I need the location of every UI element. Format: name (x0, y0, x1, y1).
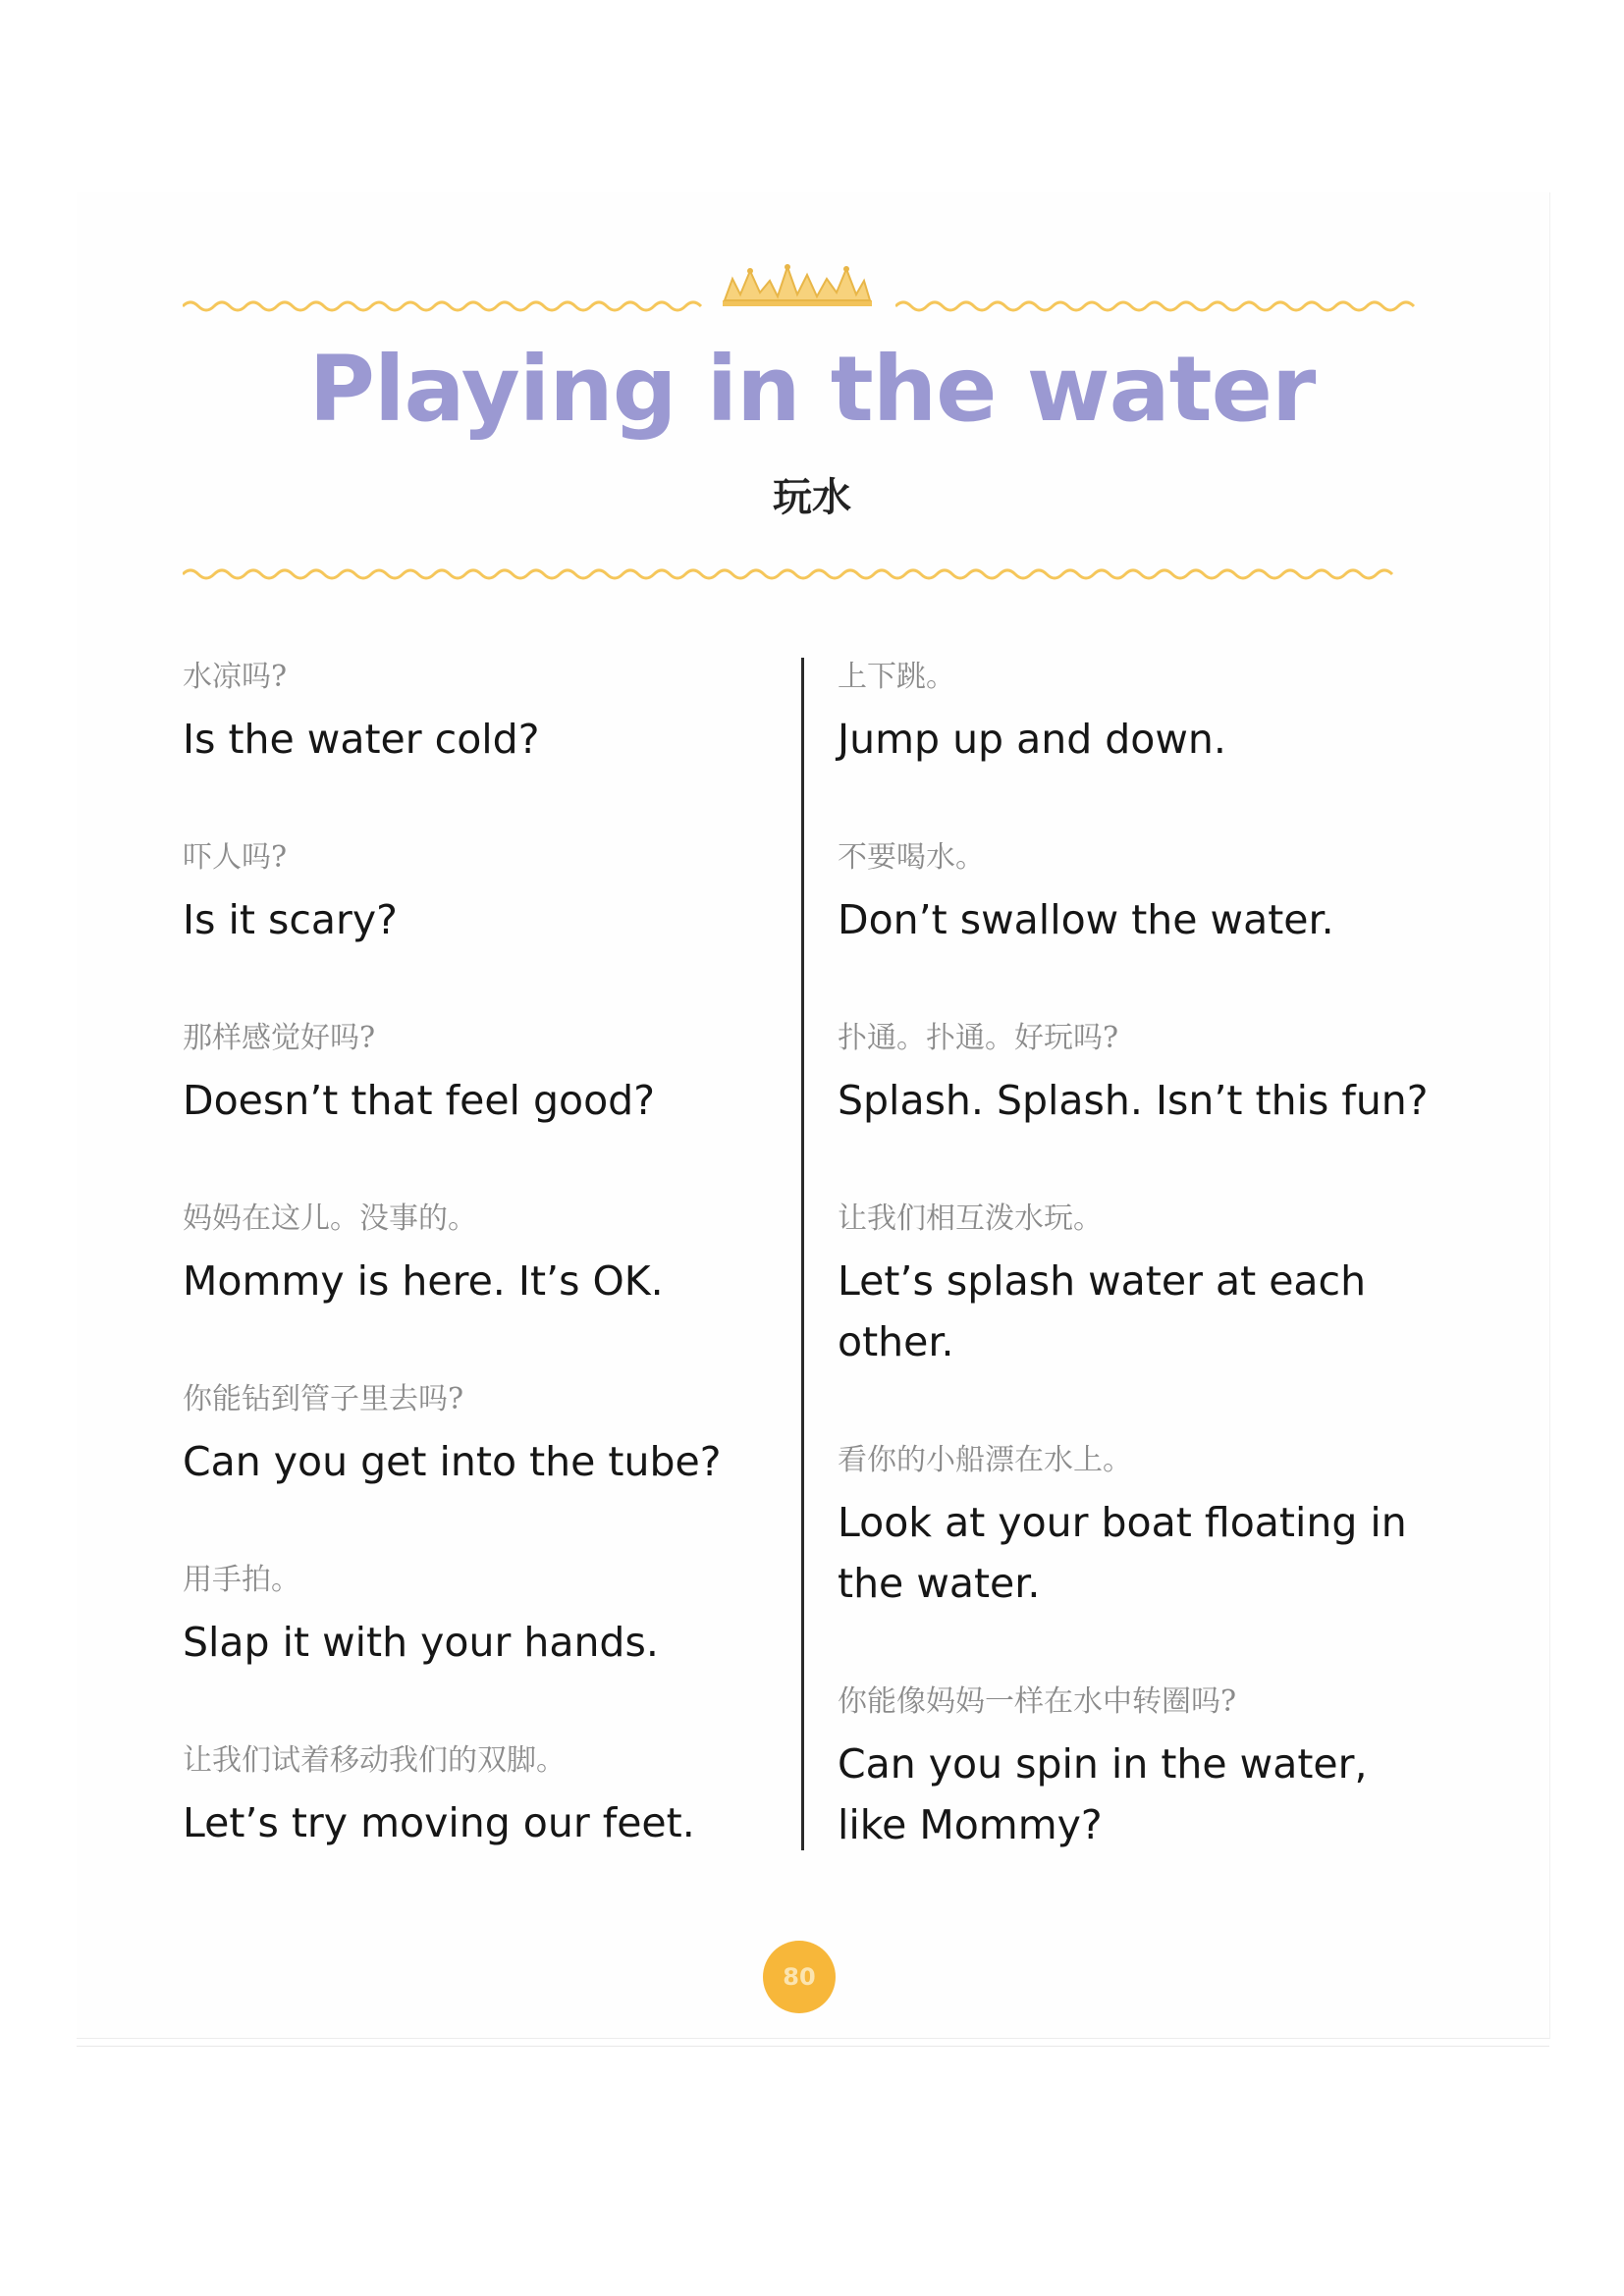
chinese-phrase: 吓人吗? (183, 840, 288, 875)
chinese-phrase: 水凉吗? (183, 660, 288, 694)
chinese-phrase: 你能像妈妈一样在水中转圈吗? (838, 1684, 1237, 1719)
phrase-entry (183, 1743, 791, 1853)
top-right-wavy-line (895, 294, 1426, 318)
english-phrase: Splash. Splash. Isn’t this fun? (838, 1077, 1429, 1124)
english-phrase: Doesn’t that feel good? (183, 1077, 655, 1124)
crown-ornament-icon (715, 257, 880, 316)
chinese-phrase: 让我们相互泼水玩。 (838, 1201, 1103, 1236)
chinese-phrase: 你能钻到管子里去吗? (183, 1382, 464, 1416)
chinese-phrase: 让我们试着移动我们的双脚。 (183, 1743, 566, 1778)
chinese-phrase: 看你的小船漂在水上。 (838, 1443, 1132, 1477)
chinese-phrase: 扑通。扑通。好玩吗? (838, 1021, 1119, 1055)
phrase-entry (183, 1201, 791, 1311)
page-number-badge: 80 (763, 1941, 836, 2013)
phrase-entry (183, 1382, 791, 1492)
english-phrase: Let’s splash water at each other. (838, 1257, 1367, 1365)
header-bottom-wavy-line (183, 562, 1426, 586)
phrase-entry (838, 660, 1446, 770)
phrase-entry (838, 1021, 1446, 1131)
phrase-entry (838, 840, 1446, 950)
phrase-entry (838, 1201, 1446, 1372)
english-phrase: Is it scary? (183, 896, 398, 943)
english-phrase: Is the water cold? (183, 716, 540, 763)
chinese-phrase: 上下跳。 (838, 660, 955, 694)
page-subtitle: 玩水 (773, 475, 851, 520)
phrase-entry (183, 1563, 791, 1673)
phrase-entry (838, 1443, 1446, 1614)
page-bottom-rule (77, 2046, 1549, 2047)
english-phrase: Look at your boat floating in the water. (838, 1499, 1407, 1607)
phrase-entry (183, 1021, 791, 1131)
phrase-entry (838, 1684, 1446, 1855)
page-title: Playing in the water (308, 337, 1316, 442)
top-left-wavy-line (183, 294, 703, 318)
column-divider (801, 658, 804, 1850)
english-phrase: Jump up and down. (838, 716, 1226, 763)
chinese-phrase: 那样感觉好吗? (183, 1021, 376, 1055)
chinese-phrase: 不要喝水。 (838, 840, 985, 875)
chinese-phrase: 用手拍。 (183, 1563, 300, 1597)
english-phrase: Don’t swallow the water. (838, 896, 1334, 943)
phrase-entry (183, 660, 791, 770)
english-phrase: Can you get into the tube? (183, 1438, 722, 1485)
english-phrase: Can you spin in the water, like Mommy? (838, 1740, 1368, 1848)
english-phrase: Slap it with your hands. (183, 1619, 659, 1666)
english-phrase: Let’s try moving our feet. (183, 1799, 695, 1846)
phrase-entry (183, 840, 791, 950)
english-phrase: Mommy is here. It’s OK. (183, 1257, 664, 1305)
chinese-phrase: 妈妈在这儿。没事的。 (183, 1201, 477, 1236)
